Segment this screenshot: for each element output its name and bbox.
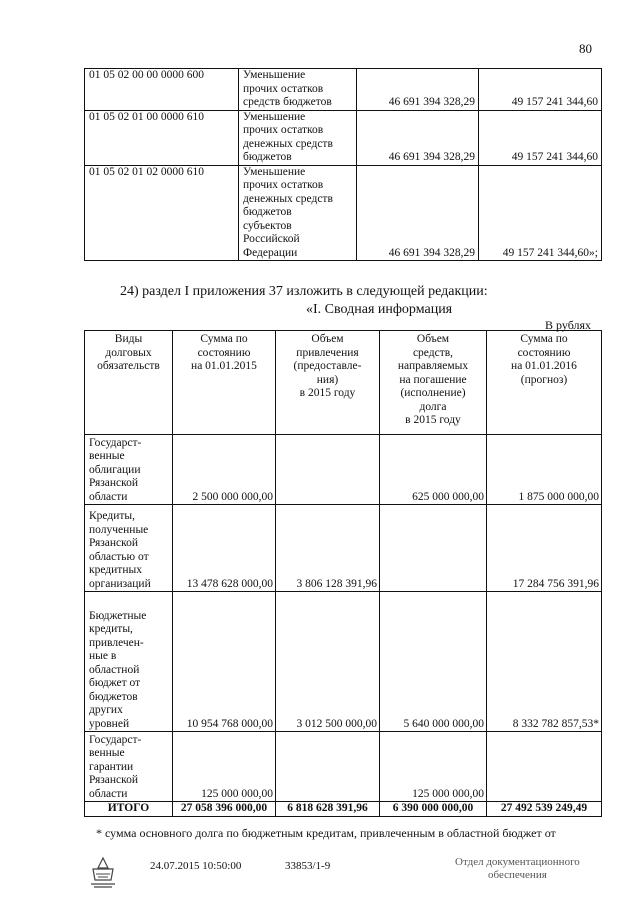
cell-line: уровней <box>89 717 130 730</box>
cell-line: Государст- <box>89 436 142 449</box>
cell-line: облигации <box>89 463 141 476</box>
column-header <box>85 331 173 435</box>
total-label: ИТОГО <box>85 802 173 817</box>
cell-line: в 2015 году <box>405 414 461 426</box>
cell-line: Бюджетные <box>89 609 147 622</box>
budget-code-cell: 01 05 02 01 00 0000 610 <box>85 110 239 165</box>
cell-line: области <box>89 787 128 800</box>
cell-line: Сумма по <box>200 333 248 345</box>
operation-name-cell <box>239 165 357 261</box>
units-label: В рублях <box>545 318 592 332</box>
repayment-cell: 625 000 000,00 <box>380 435 487 505</box>
cell-line: венные <box>89 747 125 759</box>
cell-line: субъектов <box>243 219 292 232</box>
cell-line: кредиты, <box>89 623 133 635</box>
sum-2015-cell: 125 000 000,00 <box>173 732 276 802</box>
cell-line: областной <box>89 663 140 676</box>
column-header <box>276 331 380 435</box>
cell-line: организаций <box>89 577 151 590</box>
cell-line: привлечения <box>296 346 359 359</box>
sum-2015-cell: 10 954 768 000,00 <box>173 592 276 732</box>
amount-2016-cell: 49 157 241 344,60 <box>479 110 602 165</box>
cell-line: полученные <box>89 523 149 536</box>
cell-line: Рязанской <box>89 774 139 786</box>
cell-line: областью от <box>89 550 149 563</box>
total-borrowing: 6 818 628 391,96 <box>276 802 380 817</box>
budget-code-cell: 01 05 02 01 02 0000 610 <box>85 165 239 261</box>
cell-line: Объем <box>416 333 450 345</box>
cell-line: состоянию <box>517 346 571 359</box>
amount-2016-cell: 49 157 241 344,60 <box>479 69 602 111</box>
section-text: 24) раздел I приложения 37 изложить в следующей редакции: <box>120 284 488 299</box>
amount-2015-cell: 46 691 394 328,29 <box>357 165 479 261</box>
cell-line: ные в <box>89 650 117 662</box>
cell-line: на 01.01.2015 <box>191 360 257 372</box>
repayment-cell: 5 640 000 000,00 <box>380 592 487 732</box>
page-number: 80 <box>579 41 592 56</box>
table-header-row <box>85 331 602 435</box>
summary-table <box>84 330 602 817</box>
total-repayment: 6 390 000 000,00 <box>380 802 487 817</box>
borrowing-cell: 3 012 500 000,00 <box>276 592 380 732</box>
cell-line: Российской <box>243 233 300 245</box>
cell-line: прочих остатков <box>243 124 324 136</box>
borrowing-cell <box>276 732 380 802</box>
cell-line: Государст- <box>89 733 142 746</box>
cell-line: бюджетов <box>89 690 138 703</box>
cell-line: (прогноз) <box>520 373 568 386</box>
debt-type-cell <box>85 505 173 592</box>
top-table <box>84 68 602 261</box>
cell-line: в 2015 году <box>299 387 356 399</box>
cell-line: Рязанской <box>89 537 139 549</box>
borrowing-cell: 3 806 128 391,96 <box>276 505 380 592</box>
footer-stamp-line: Отдел документационного <box>455 856 580 868</box>
sum-2016-cell: 8 332 782 857,53* <box>487 592 602 732</box>
amount-2015-cell: 46 691 394 328,29 <box>357 69 479 111</box>
table-row <box>85 435 602 505</box>
amount-2015-cell: 46 691 394 328,29 <box>357 110 479 165</box>
total-sum-2015: 27 058 396 000,00 <box>173 802 276 817</box>
total-sum-2016: 27 492 539 249,49 <box>487 802 602 817</box>
sum-2016-cell: 1 875 000 000,00 <box>487 435 602 505</box>
operation-name-cell <box>239 69 357 111</box>
debt-type-cell <box>85 732 173 802</box>
cell-line: средств, <box>412 346 454 359</box>
cell-line: прочих остатков <box>243 179 324 191</box>
budget-code-cell: 01 05 02 00 00 0000 600 <box>85 69 239 111</box>
column-header <box>380 331 487 435</box>
debt-type-cell <box>85 435 173 505</box>
section-heading: «I. Сводная информация <box>306 302 453 317</box>
cell-line: на погашение <box>399 373 467 386</box>
cell-line: других <box>89 704 123 716</box>
table-row <box>85 165 602 261</box>
cell-line: Объем <box>311 333 344 345</box>
cell-line: бюджетов <box>243 151 292 163</box>
emblem-logo <box>86 856 120 890</box>
cell-line: Уменьшение <box>243 165 306 178</box>
cell-line: на 01.01.2016 <box>511 360 577 372</box>
footer-stamp-line: обеспечения <box>488 869 547 881</box>
cell-line: прочих остатков <box>243 82 324 95</box>
cell-line: денежных средств <box>243 192 333 205</box>
cell-line: Федерации <box>243 246 298 259</box>
total-row <box>85 802 602 817</box>
column-header <box>487 331 602 435</box>
debt-type-cell <box>85 592 173 732</box>
footnote: * сумма основного долга по бюджетным кредитам, привлеченным в областной бюджет от <box>96 826 556 840</box>
cell-line: Уменьшение <box>243 110 306 123</box>
cell-line: ния) <box>316 373 339 386</box>
amount-2016-cell: 49 157 241 344,60»; <box>479 165 602 261</box>
cell-line: долговых <box>105 346 152 359</box>
table-row <box>85 110 602 165</box>
cell-line: состоянию <box>197 346 251 359</box>
table-row <box>85 69 602 111</box>
sum-2016-cell <box>487 732 602 802</box>
borrowing-cell <box>276 435 380 505</box>
table-row <box>85 505 602 592</box>
cell-line: кредитных <box>89 564 142 576</box>
cell-line: Уменьшение <box>243 69 306 81</box>
cell-line: Сумма по <box>520 333 568 345</box>
cell-line: денежных средств <box>243 137 333 150</box>
cell-line: гарантии <box>89 760 134 773</box>
cell-line: привлечен- <box>89 636 144 649</box>
footer-doc-number: 33853/1-9 <box>285 860 331 872</box>
column-header <box>173 331 276 435</box>
repayment-cell <box>380 505 487 592</box>
footer-datetime: 24.07.2015 10:50:00 <box>150 860 242 872</box>
repayment-cell: 125 000 000,00 <box>380 732 487 802</box>
footer-stamp <box>455 856 580 882</box>
cell-line: Кредиты, <box>89 510 136 522</box>
cell-line: области <box>89 490 128 503</box>
sum-2015-cell: 2 500 000 000,00 <box>173 435 276 505</box>
sum-2015-cell: 13 478 628 000,00 <box>173 505 276 592</box>
sum-2016-cell: 17 284 756 391,96 <box>487 505 602 592</box>
cell-line: венные <box>89 450 125 462</box>
cell-line: направляемых <box>397 360 469 372</box>
table-row <box>85 592 602 732</box>
cell-line: долга <box>419 400 447 413</box>
cell-line: средств бюджетов <box>243 96 332 108</box>
cell-line: (исполнение) <box>400 387 466 399</box>
cell-line: бюджет от <box>89 677 141 689</box>
operation-name-cell <box>239 110 357 165</box>
cell-line: Рязанской <box>89 477 139 489</box>
table-row <box>85 732 602 802</box>
cell-line: (предоставле- <box>293 360 362 372</box>
cell-line: Виды <box>114 333 143 345</box>
cell-line: обязательств <box>97 360 160 372</box>
cell-line: бюджетов <box>243 206 292 218</box>
